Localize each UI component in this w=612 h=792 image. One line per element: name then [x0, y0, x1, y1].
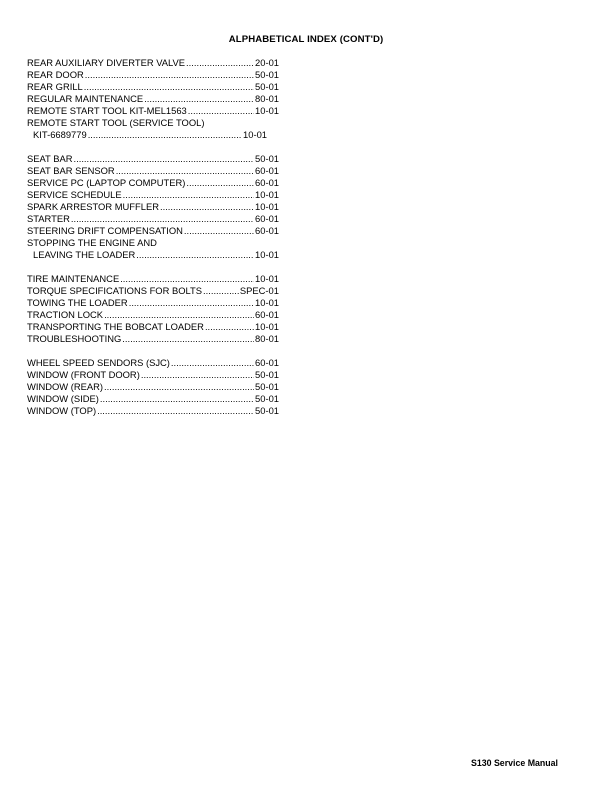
entry-title: SPARK ARRESTOR MUFFLER	[27, 201, 159, 212]
entry-page: 20-01	[255, 57, 279, 68]
dot-leader	[122, 333, 254, 345]
entry-page: 50-01	[255, 393, 279, 404]
entry-title: REAR AUXILIARY DIVERTER VALVE	[27, 57, 186, 68]
entry-title: TIRE MAINTENANCE	[27, 273, 120, 284]
entry-title: TOWING THE LOADER	[27, 297, 128, 308]
entry-title: REGULAR MAINTENANCE	[27, 93, 144, 104]
index-group-t	[27, 273, 279, 345]
index-entry[interactable]	[27, 357, 279, 369]
index-entry[interactable]	[27, 393, 279, 405]
index-entry[interactable]	[27, 309, 279, 321]
entry-title: WINDOW (REAR)	[27, 381, 104, 392]
entry-page: 60-01	[255, 165, 279, 176]
entry-page: 80-01	[255, 93, 279, 104]
entry-title: REAR GRILL	[27, 81, 83, 92]
entry-page: 80-01	[255, 333, 279, 344]
entry-page: 10-01	[255, 273, 279, 284]
index-entry[interactable]	[27, 333, 279, 345]
entry-page: 50-01	[255, 153, 279, 164]
index-entry[interactable]	[27, 177, 279, 189]
dot-leader	[104, 309, 254, 321]
dot-leader	[74, 153, 255, 165]
entry-title: TORQUE SPECIFICATIONS FOR BOLTS	[27, 285, 203, 296]
dot-leader	[188, 105, 254, 117]
entry-page: 10-01	[255, 297, 279, 308]
entry-page: 50-01	[255, 69, 279, 80]
entry-page: 10-01	[243, 129, 267, 140]
entry-page: 60-01	[255, 213, 279, 224]
index-entry[interactable]	[27, 321, 279, 333]
entry-title: WINDOW (SIDE)	[27, 393, 99, 404]
entry-page: 50-01	[255, 381, 279, 392]
entry-title: REAR DOOR	[27, 69, 84, 80]
index-entry[interactable]	[27, 93, 279, 105]
dot-leader	[100, 393, 254, 405]
index-entry[interactable]	[27, 69, 279, 81]
entry-page: 10-01	[255, 249, 279, 260]
dot-leader	[84, 81, 254, 93]
page-title: ALPHABETICAL INDEX (CONT'D)	[228, 34, 384, 45]
dot-leader	[136, 249, 254, 261]
entry-title-line2: KIT-6689779	[33, 129, 87, 140]
index-entry[interactable]	[27, 153, 279, 165]
entry-page: 10-01	[255, 201, 279, 212]
entry-title: SERVICE PC (LAPTOP COMPUTER)	[27, 177, 186, 188]
index-entry[interactable]	[27, 285, 279, 297]
dot-leader	[85, 69, 254, 81]
dot-leader	[205, 321, 254, 333]
entry-page: 10-01	[255, 105, 279, 116]
index-entry[interactable]	[27, 237, 279, 261]
entry-continuation	[27, 129, 267, 141]
index-entry[interactable]	[27, 297, 279, 309]
entry-title: SEAT BAR SENSOR	[27, 165, 115, 176]
entry-title-line2: LEAVING THE LOADER	[33, 249, 136, 260]
dot-leader	[141, 369, 254, 381]
dot-leader	[186, 57, 254, 69]
entry-continuation	[27, 249, 279, 261]
dot-leader	[129, 297, 254, 309]
index-entry[interactable]	[27, 165, 279, 177]
index-group-s	[27, 153, 279, 261]
entry-page: 60-01	[255, 357, 279, 368]
entry-title: REMOTE START TOOL KIT-MEL1563	[27, 105, 187, 116]
entry-title: WHEEL SPEED SENDORS (SJC)	[27, 357, 170, 368]
index-entry[interactable]	[27, 189, 279, 201]
entry-title: STARTER	[27, 213, 70, 224]
index-entry[interactable]	[27, 117, 279, 141]
dot-leader	[184, 225, 254, 237]
dot-leader	[171, 357, 254, 369]
index-entry[interactable]	[27, 381, 279, 393]
dot-leader	[97, 405, 254, 417]
entry-title: WINDOW (TOP)	[27, 405, 97, 416]
index-entry[interactable]	[27, 57, 279, 69]
entry-title-line1: REMOTE START TOOL (SERVICE TOOL)	[27, 117, 205, 128]
manual-footer: S130 Service Manual	[470, 758, 558, 768]
index-entry[interactable]	[27, 225, 279, 237]
entry-page: 10-01	[255, 189, 279, 200]
index-entry[interactable]	[27, 81, 279, 93]
index-group-w	[27, 357, 279, 417]
entry-title: WINDOW (FRONT DOOR)	[27, 369, 140, 380]
index-entry[interactable]	[27, 369, 279, 381]
dot-leader	[71, 213, 254, 225]
dot-leader	[144, 93, 254, 105]
index-entry[interactable]	[27, 105, 279, 117]
entry-title: TRACTION LOCK	[27, 309, 104, 320]
dot-leader	[116, 165, 254, 177]
entry-title: SERVICE SCHEDULE	[27, 189, 122, 200]
dot-leader	[186, 177, 254, 189]
index-entry[interactable]	[27, 273, 279, 285]
entry-page: 60-01	[255, 177, 279, 188]
index-group-r	[27, 57, 279, 141]
dot-leader	[203, 285, 239, 297]
entry-page: SPEC-01	[239, 285, 279, 296]
entry-page: 10-01	[255, 321, 279, 332]
index-entry[interactable]	[27, 213, 279, 225]
entry-page: 50-01	[255, 369, 279, 380]
entry-title: TROUBLESHOOTING	[27, 333, 122, 344]
dot-leader	[88, 129, 242, 141]
entry-page: 60-01	[255, 225, 279, 236]
entry-title: SEAT BAR	[27, 153, 73, 164]
dot-leader	[160, 201, 254, 213]
alphabetical-index	[27, 57, 279, 429]
entry-page: 50-01	[255, 405, 279, 416]
entry-page: 50-01	[255, 81, 279, 92]
dot-leader	[104, 381, 254, 393]
dot-leader	[120, 273, 254, 285]
entry-title-line1: STOPPING THE ENGINE AND	[27, 237, 157, 248]
entry-title: TRANSPORTING THE BOBCAT LOADER	[27, 321, 204, 332]
index-entry[interactable]	[27, 405, 279, 417]
entry-page: 60-01	[255, 309, 279, 320]
dot-leader	[123, 189, 254, 201]
entry-title: STEERING DRIFT COMPENSATION	[27, 225, 183, 236]
index-entry[interactable]	[27, 201, 279, 213]
